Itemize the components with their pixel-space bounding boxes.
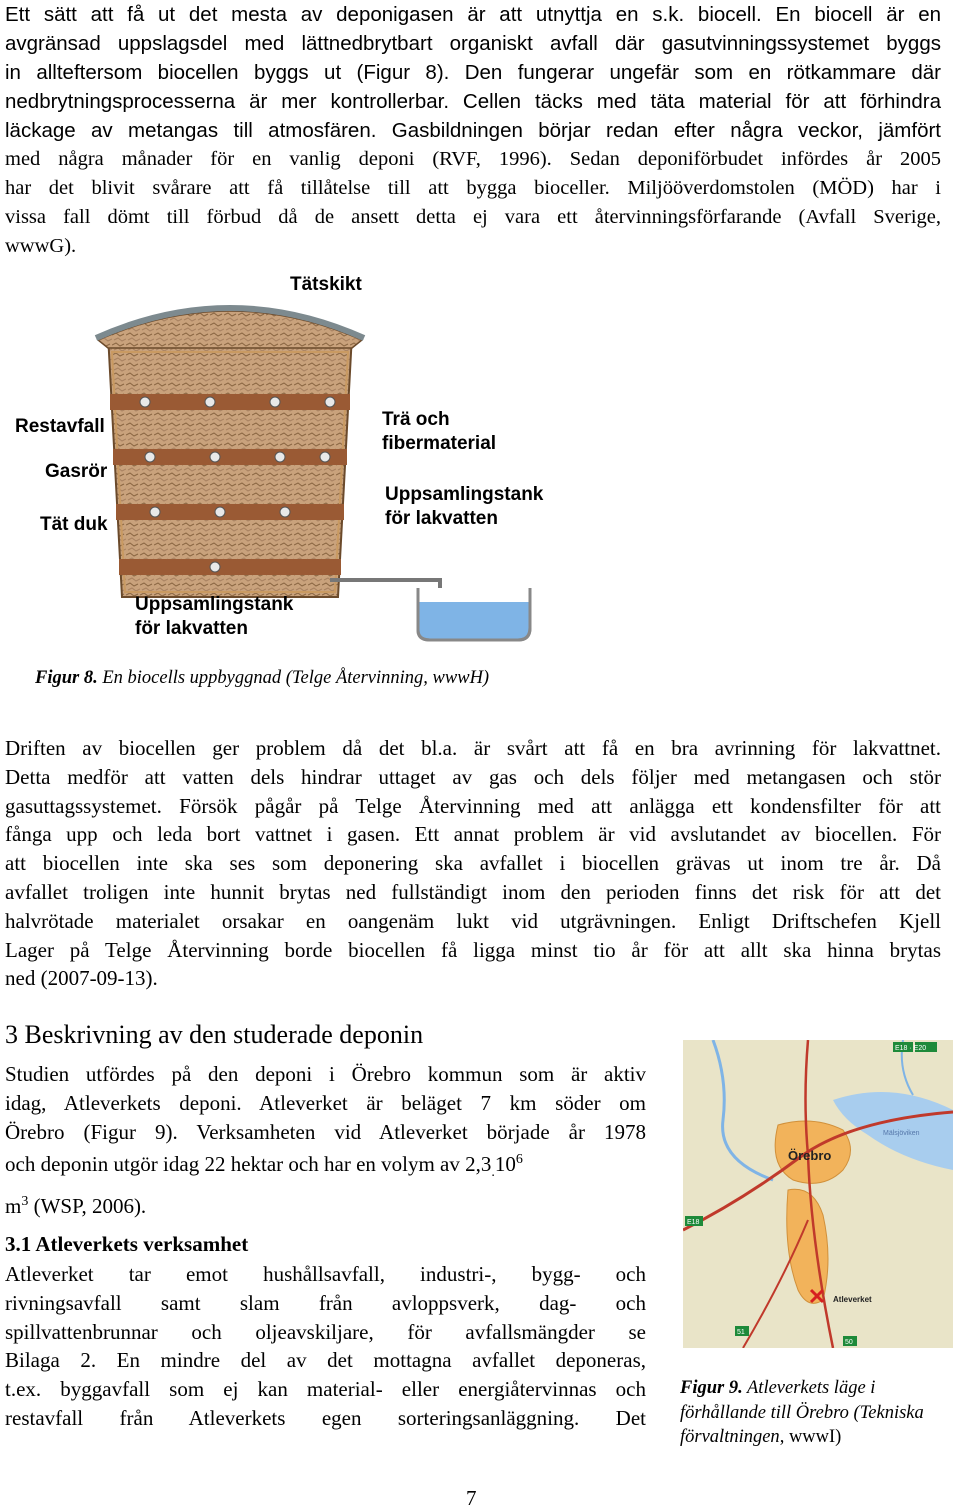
label-restavfall: Restavfall [15, 416, 105, 437]
text-fragment: och deponin utgör idag 22 hektar och har en volym av 2,3 [5, 1152, 492, 1177]
text-fragment: (WSP, 2006). [28, 1194, 147, 1219]
figure9-caption-text: Atleverkets läge i [742, 1378, 876, 1398]
gas-pipe-icon [275, 452, 285, 462]
text-line: Bilaga 2. En mindre del av det mottagna avfallet deponeras, [5, 1348, 646, 1373]
section-3-heading: 3 Beskrivning av den studerade deponin [5, 1020, 424, 1049]
paragraph-study [5, 1060, 646, 1221]
section-3-1-heading: 3.1 Atleverkets verksamhet [5, 1232, 249, 1256]
text-line: har det blivit svårare att få tillåtelse till att bygga bioceller. Miljööverdomstolen (MÖD) har i [5, 177, 941, 199]
road-sign-label: 50 [845, 1339, 853, 1346]
text-line: avfallet troligen inte hunnit brytas ned fullständigt inom den perioden finns det risk för att det [5, 879, 941, 904]
figure8-caption [35, 668, 489, 689]
paragraph-operations [5, 734, 941, 993]
figure9-caption-text: förhållande till Örebro (Tekniska [680, 1402, 924, 1423]
label-tank-right-line1: Uppsamlingstank [385, 484, 544, 505]
text-line: Atleverket tar emot hushållsavfall, industri-, bygg- och [5, 1262, 646, 1286]
text-line: att biocellen inte ska ses som deponering ska avfallet i biocellen grävas ut inom tre år. Då [5, 851, 941, 876]
gas-pipe-icon [320, 452, 330, 462]
text-line: Driften av biocellen ger problem då det bl.a. är svårt att få en bra avrinning för lakvattnet. [5, 736, 941, 760]
label-gasror: Gasrör [45, 461, 108, 482]
figure8-caption-label: Figur 8. [35, 668, 98, 688]
biocell-body [96, 308, 364, 597]
text-line: Detta medför att vatten dels hindrar uttaget av gas och dels följer med metangasen och stör [5, 764, 941, 789]
text-line: Studien utfördes på den deponi i Örebro kommun som är aktiv [5, 1062, 646, 1086]
text-line: restavfall från Atleverkets egen sorteringsanläggning. Det [5, 1405, 646, 1430]
text-line: idag, Atleverkets deponi. Atleverket är beläget 7 km söder om [5, 1090, 646, 1115]
figure8-caption-text: En biocells uppbyggnad (Telge Återvinning, wwwH) [97, 668, 490, 688]
text-line: med några månader för en vanlig deponi (RVF, 1996). Sedan deponiförbudet infördes år 2005 [5, 148, 941, 170]
wood-layer [119, 559, 341, 575]
text-fragment: . [491, 1165, 495, 1181]
text-line: halvrötade materialet orsakar en oangenäm lukt vid utgrävningen. Enligt Driftschefen Kjell [5, 908, 941, 933]
label-tank-right-line2: för lakvatten [385, 508, 498, 529]
figure9-caption [680, 1376, 960, 1450]
text-line: nedbrytningsprocesserna är mer kontrollerbar. Cellen täcks med täta material för att förhindra [5, 90, 941, 113]
intro-paragraph [5, 0, 941, 261]
text-line: in allteftersom biocellen byggs ut (Figur 8). Den fungerar ungefär som en rötkammare där [5, 61, 941, 84]
text-line: wwwG). [5, 235, 77, 257]
label-tra-line1: Trä och [382, 409, 450, 430]
gas-pipe-icon [325, 397, 335, 407]
text-line: spillvattenbrunnar och oljeavskiljare, för avfallsmängder se [5, 1319, 646, 1344]
text-fragment: m [5, 1194, 22, 1219]
paragraph-activities [5, 1260, 646, 1433]
text-fragment: 6 [515, 1152, 523, 1168]
gas-pipe-icon [150, 507, 160, 517]
text-line: fånga upp och leda bort vattnet i gasen. Ett annat problem är vid avslutandet av biocellen. För [5, 822, 941, 847]
text-line: läckage av metangas till atmosfären. Gasbildningen börjar redan efter några veckor, jämfört [5, 119, 941, 142]
label-tank-bottom-line2: för lakvatten [135, 618, 248, 639]
figure9-caption-text: förvaltningen [680, 1427, 780, 1447]
text-line: Lager på Telge Återvinning borde biocellen få ligga minst tio år för att allt ska hinna brytas [5, 937, 941, 962]
gas-pipe-icon [210, 562, 220, 572]
gas-pipe-icon [210, 452, 220, 462]
lake-label: Mälsjöviken [883, 1130, 920, 1137]
atleverket-label: Atleverket [833, 1295, 872, 1304]
label-tra-line2: fibermaterial [382, 433, 497, 454]
text-line: Ett sätt att få ut det mesta av deponigasen är att utnyttja en s.k. biocell. En biocell är en [5, 3, 941, 26]
road-sign-label: E18 · E20 [895, 1045, 927, 1052]
gas-pipe-icon [280, 507, 290, 517]
text-line: Örebro (Figur 9). Verksamheten vid Atleverket började år 1978 [5, 1119, 646, 1144]
road-sign-label: E18 [687, 1219, 700, 1226]
gas-pipe-icon [140, 397, 150, 407]
text-line: ned (2007-09-13). [5, 966, 158, 991]
text-fragment: 3 [21, 1194, 29, 1210]
gas-pipe-icon [205, 397, 215, 407]
biocell-figure [0, 262, 600, 647]
location-map [683, 1040, 953, 1348]
text-line: rivningsavfall samt slam från avloppsverk, dag- och [5, 1290, 646, 1315]
figure9-caption-text: , wwwI) [779, 1427, 842, 1447]
label-tank-bottom-line1: Uppsamlingstank [135, 594, 294, 615]
gas-pipe-icon [145, 452, 155, 462]
gas-pipe-icon [215, 507, 225, 517]
text-line: avgränsad uppslagsdel med lättnedbrytbart organiskt avfall där gasutvinningssystemet byggs [5, 32, 941, 55]
text-line: t.ex. byggavfall som ej kan material- eller energiåtervinnas och [5, 1377, 646, 1402]
text-line: vissa fall dömt till förbud då de ansett detta ej vara ett återvinningsförfarande (Avfall Sverige, [5, 206, 941, 228]
city-label: Örebro [788, 1148, 832, 1163]
text-fragment: 10 [494, 1152, 516, 1177]
text-line [5, 1188, 646, 1221]
gas-pipe-icon [270, 397, 280, 407]
road-sign-label: 51 [737, 1329, 745, 1336]
page-number: 7 [466, 1486, 477, 1510]
label-tat-duk: Tät duk [40, 514, 108, 535]
text-line: gasuttagssystemet. Försök pågår på Telge Återvinning med att anlägga ett kondensfilter för att [5, 793, 941, 818]
figure9-caption-label: Figur 9. [680, 1378, 743, 1398]
text-line [5, 1146, 646, 1188]
label-tatskikt: Tätskikt [290, 274, 362, 295]
